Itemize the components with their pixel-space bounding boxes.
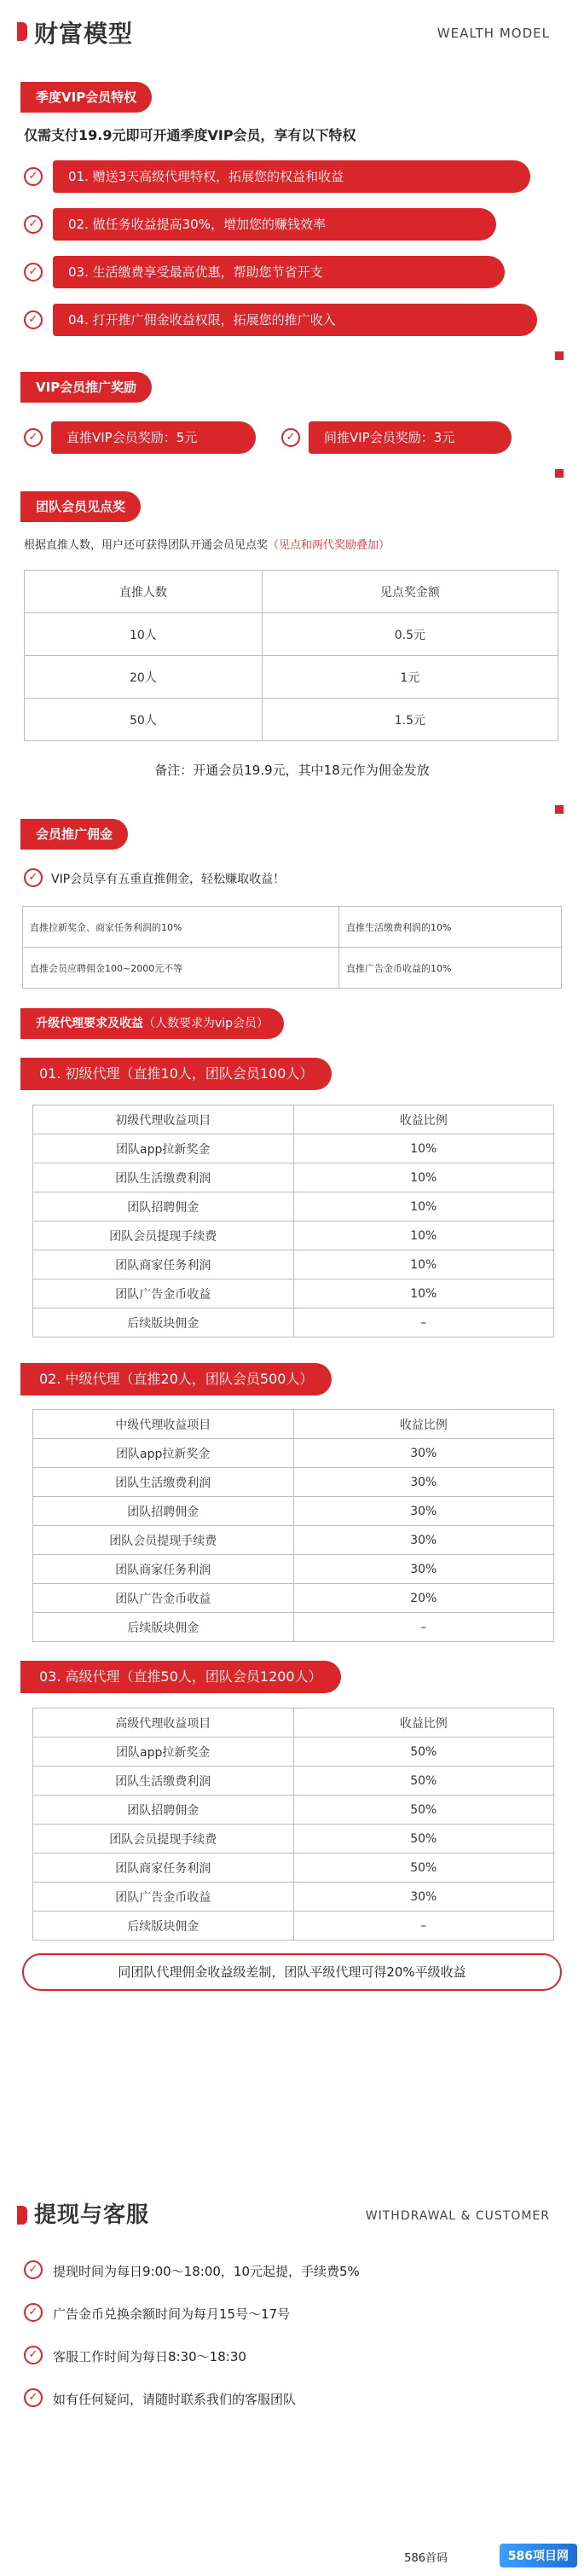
corner-mark <box>555 469 564 478</box>
table-header: 收益比例 <box>293 1709 554 1738</box>
differential-note: 同团队代理佣金收益级差制，团队平级代理可得20%平级收益 <box>22 1953 562 1991</box>
table-cell: 1元 <box>262 656 558 699</box>
table-cell: 直推拉新奖金、商家任务利润的10% <box>23 907 339 948</box>
withdraw-item: 客服工作时间为每日8:30～18:30 <box>53 2349 246 2364</box>
table-cell: 10% <box>293 1134 554 1163</box>
table-cell: 团队广告金币收益 <box>33 1883 294 1912</box>
page-title: 财富模型 <box>34 20 134 48</box>
tier-table-junior <box>32 1105 554 1337</box>
team-reward-intro-note: （见点和两代奖励叠加） <box>268 539 390 552</box>
commission-table <box>22 906 562 989</box>
table-cell: 10% <box>293 1279 554 1308</box>
corner-mark <box>555 351 564 360</box>
table-cell: 团队生活缴费利润 <box>33 1163 294 1192</box>
table-cell: 30% <box>293 1439 554 1468</box>
table-cell: 团队商家任务利润 <box>33 1250 294 1279</box>
table-cell: 50% <box>293 1738 554 1767</box>
table-cell: 直推会员应聘佣金100~2000元不等 <box>23 948 339 989</box>
check-icon: ✓ <box>24 868 43 887</box>
table-cell: 10% <box>293 1192 554 1221</box>
table-cell: 直推生活缴费利润的10% <box>338 907 561 948</box>
check-icon: ✓ <box>24 310 43 329</box>
table-cell: 10% <box>293 1163 554 1192</box>
table-header: 中级代理收益项目 <box>33 1410 294 1439</box>
upgrade-tag-note: （人数要求为vip会员） <box>143 1017 269 1030</box>
table-cell: 50% <box>293 1796 554 1825</box>
check-icon: ✓ <box>24 2346 43 2364</box>
table-cell: 30% <box>293 1555 554 1584</box>
section-tag-vip-promo: VIP会员推广奖励 <box>20 372 152 403</box>
check-icon: ✓ <box>281 428 300 447</box>
table-header: 见点奖金额 <box>262 571 558 613</box>
direct-vip-reward: 直推VIP会员奖励：5元 <box>51 421 256 454</box>
check-icon: ✓ <box>24 215 43 234</box>
table-cell: 后续版块佣金 <box>33 1613 294 1642</box>
table-cell: 团队会员提现手续费 <box>33 1526 294 1555</box>
table-cell: 20% <box>293 1584 554 1613</box>
table-cell: 30% <box>293 1883 554 1912</box>
table-cell: 20人 <box>25 656 263 699</box>
section-tag-season-vip: 季度VIP会员特权 <box>20 82 152 113</box>
table-cell: 10人 <box>25 613 263 656</box>
table-cell: 团队商家任务利润 <box>33 1555 294 1584</box>
withdraw-item: 广告金币兑换余额时间为每月15号～17号 <box>53 2306 291 2322</box>
table-cell: 团队生活缴费利润 <box>33 1468 294 1497</box>
table-cell: 50% <box>293 1854 554 1883</box>
table-cell: 30% <box>293 1497 554 1526</box>
table-cell: 30% <box>293 1468 554 1497</box>
table-cell: 后续版块佣金 <box>33 1308 294 1337</box>
table-cell: 10% <box>293 1221 554 1250</box>
header-accent <box>17 22 27 41</box>
table-header: 收益比例 <box>293 1105 554 1134</box>
table-cell: 30% <box>293 1526 554 1555</box>
table-cell: – <box>293 1912 554 1941</box>
table-cell: 1.5元 <box>262 699 558 741</box>
privilege-item: 04. 打开推广佣金收益权限，拓展您的推广收入 <box>53 304 537 336</box>
table-header: 收益比例 <box>293 1410 554 1439</box>
check-icon: ✓ <box>24 167 43 186</box>
section-tag-member-commission: 会员推广佣金 <box>20 819 128 850</box>
watermark-left: 586首码 <box>404 2552 448 2565</box>
table-cell: 0.5元 <box>262 613 558 656</box>
table-header: 直推人数 <box>25 571 263 613</box>
table-cell: – <box>293 1308 554 1337</box>
tier-table-senior <box>32 1708 554 1941</box>
table-cell: 团队招聘佣金 <box>33 1497 294 1526</box>
table-header: 高级代理收益项目 <box>33 1709 294 1738</box>
withdraw-accent <box>17 2206 27 2225</box>
team-reward-intro <box>24 536 390 552</box>
tier-table-middle <box>32 1409 554 1642</box>
season-vip-intro: 仅需支付19.9元即可开通季度VIP会员，享有以下特权 <box>24 127 356 143</box>
withdraw-item: 如有任何疑问，请随时联系我们的客服团队 <box>53 2392 297 2407</box>
privilege-item: 03. 生活缴费享受最高优惠，帮助您节省开支 <box>53 256 505 288</box>
table-cell: 50人 <box>25 699 263 741</box>
tier-title: 02. 中级代理（直推20人，团队会员500人） <box>20 1363 332 1395</box>
table-cell: 50% <box>293 1825 554 1854</box>
team-reward-table <box>24 570 558 741</box>
check-icon: ✓ <box>24 263 43 281</box>
table-cell: 团队app拉新奖金 <box>33 1439 294 1468</box>
table-cell: – <box>293 1613 554 1642</box>
tier-title: 01. 初级代理（直推10人，团队会员100人） <box>20 1058 332 1090</box>
table-cell: 团队app拉新奖金 <box>33 1134 294 1163</box>
team-reward-note: 备注：开通会员19.9元，其中18元作为佣金发放 <box>154 763 430 778</box>
section-tag-upgrade <box>20 1008 284 1039</box>
table-cell: 团队app拉新奖金 <box>33 1738 294 1767</box>
tier-title: 03. 高级代理（直推50人，团队会员1200人） <box>20 1661 341 1693</box>
table-cell: 团队商家任务利润 <box>33 1854 294 1883</box>
table-cell: 10% <box>293 1250 554 1279</box>
table-cell: 团队招聘佣金 <box>33 1796 294 1825</box>
check-icon: ✓ <box>24 2388 43 2407</box>
table-cell: 团队广告金币收益 <box>33 1279 294 1308</box>
check-icon: ✓ <box>24 2303 43 2322</box>
table-cell: 后续版块佣金 <box>33 1912 294 1941</box>
table-cell: 团队招聘佣金 <box>33 1192 294 1221</box>
watermark-logo: 586项目网 <box>500 2544 577 2567</box>
table-cell: 团队生活缴费利润 <box>33 1767 294 1796</box>
table-cell: 直推广告金币收益的10% <box>338 948 561 989</box>
indirect-vip-reward: 间推VIP会员奖励：3元 <box>309 421 512 454</box>
privilege-item: 01. 赠送3天高级代理特权，拓展您的权益和收益 <box>53 160 530 193</box>
withdraw-title: 提现与客服 <box>34 2202 150 2228</box>
table-cell: 团队广告金币收益 <box>33 1584 294 1613</box>
check-icon: ✓ <box>24 428 43 447</box>
table-cell: 团队会员提现手续费 <box>33 1825 294 1854</box>
team-reward-intro-text: 根据直推人数，用户还可获得团队开通会员见点奖 <box>24 539 269 552</box>
member-commission-intro: VIP会员享有五重直推佣金，轻松赚取收益！ <box>51 873 286 886</box>
privilege-item: 02. 做任务收益提高30%，增加您的赚钱效率 <box>53 208 496 241</box>
table-header: 初级代理收益项目 <box>33 1105 294 1134</box>
withdraw-item: 提现时间为每日9:00～18:00，10元起提，手续费5% <box>53 2264 360 2279</box>
upgrade-tag-text: 升级代理要求及收益 <box>36 1017 143 1030</box>
corner-mark <box>555 805 564 814</box>
check-icon: ✓ <box>24 2260 43 2279</box>
page-subtitle-en: WEALTH MODEL <box>437 26 550 41</box>
section-tag-team-reward: 团队会员见点奖 <box>20 491 141 522</box>
table-cell: 50% <box>293 1767 554 1796</box>
table-cell: 团队会员提现手续费 <box>33 1221 294 1250</box>
withdraw-subtitle-en: WITHDRAWAL & CUSTOMER <box>365 2209 550 2223</box>
